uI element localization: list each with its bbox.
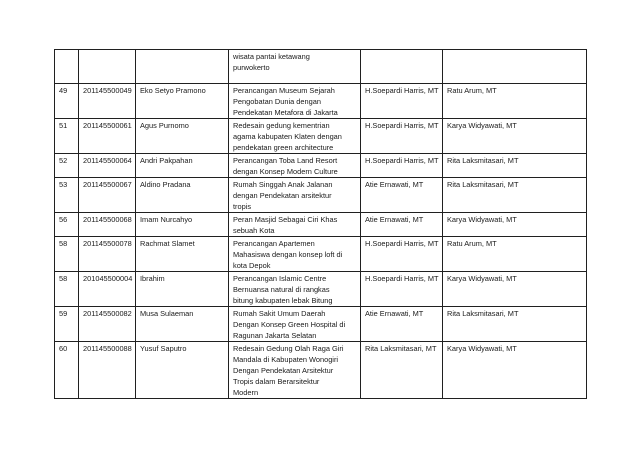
thesis-title-cell: Perancangan Museum Sejarah Pengobatan Dunia dengan Pendekatan Metafora di Jakarta: [229, 84, 361, 119]
row-number-cell: 58: [55, 237, 79, 272]
table-row: [55, 213, 587, 237]
student-id-cell: [79, 50, 136, 84]
student-name-cell: Andri Pakpahan: [136, 154, 229, 178]
student-name-cell: Eko Setyo Pramono: [136, 84, 229, 119]
table-row: [55, 50, 587, 84]
student-name-cell: Ibrahim: [136, 272, 229, 307]
thesis-title-cell: Rumah Sakit Umum Daerah Dengan Konsep Green Hospital di Ragunan Jakarta Selatan: [229, 307, 361, 342]
student-name-cell: Imam Nurcahyo: [136, 213, 229, 237]
thesis-title-cell: Perancangan Toba Land Resort dengan Konsep Modern Culture: [229, 154, 361, 178]
supervisor-2-cell: Ratu Arum, MT: [443, 84, 587, 119]
supervisor-1-cell: H.Soepardi Harris, MT: [361, 84, 443, 119]
table-row: [55, 119, 587, 154]
student-name-cell: Musa Sulaeman: [136, 307, 229, 342]
row-number-cell: 59: [55, 307, 79, 342]
table-row: [55, 178, 587, 213]
table-row: [55, 307, 587, 342]
student-id-cell: 201145500082: [79, 307, 136, 342]
supervisor-2-cell: Karya Widyawati, MT: [443, 119, 587, 154]
supervisor-2-cell: Ratu Arum, MT: [443, 237, 587, 272]
student-id-cell: 201145500067: [79, 178, 136, 213]
thesis-title-cell: wisata pantai ketawang purwokerto: [229, 50, 361, 84]
student-name-cell: Aldino Pradana: [136, 178, 229, 213]
row-number-cell: [55, 50, 79, 84]
supervisor-2-cell: Rita Laksmitasari, MT: [443, 154, 587, 178]
row-number-cell: 58: [55, 272, 79, 307]
supervisor-2-cell: Karya Widyawati, MT: [443, 342, 587, 399]
row-number-cell: 52: [55, 154, 79, 178]
student-id-cell: 201145500088: [79, 342, 136, 399]
table-row: [55, 272, 587, 307]
thesis-table: [54, 49, 587, 399]
thesis-title-cell: Perancangan Islamic Centre Bernuansa natural di rangkas bitung kabupaten lebak Bitung: [229, 272, 361, 307]
thesis-title-cell: Rumah Singgah Anak Jalanan dengan Pendekatan arsitektur tropis: [229, 178, 361, 213]
supervisor-1-cell: H.Soepardi Harris, MT: [361, 237, 443, 272]
thesis-title-cell: Redesain Gedung Olah Raga Giri Mandala di Kabupaten Wonogiri Dengan Pendekatan Arsitektur Tropis dalam Berarsitektur Modern: [229, 342, 361, 399]
student-id-cell: 201145500061: [79, 119, 136, 154]
student-name-cell: Agus Purnomo: [136, 119, 229, 154]
table-row: [55, 84, 587, 119]
supervisor-2-cell: Rita Laksmitasari, MT: [443, 307, 587, 342]
row-number-cell: 49: [55, 84, 79, 119]
thesis-title-cell: Perancangan Apartemen Mahasiswa dengan konsep loft di kota Depok: [229, 237, 361, 272]
supervisor-1-cell: Atie Ernawati, MT: [361, 213, 443, 237]
supervisor-2-cell: Karya Widyawati, MT: [443, 272, 587, 307]
student-name-cell: Rachmat Slamet: [136, 237, 229, 272]
row-number-cell: 51: [55, 119, 79, 154]
student-id-cell: 201145500078: [79, 237, 136, 272]
supervisor-2-cell: Rita Laksmitasari, MT: [443, 178, 587, 213]
supervisor-1-cell: Rita Laksmitasari, MT: [361, 342, 443, 399]
supervisor-1-cell: H.Soepardi Harris, MT: [361, 272, 443, 307]
table-row: [55, 342, 587, 399]
thesis-title-cell: Redesain gedung kementrian agama kabupaten Klaten dengan pendekatan green architecture: [229, 119, 361, 154]
student-name-cell: Yusuf Saputro: [136, 342, 229, 399]
student-name-cell: [136, 50, 229, 84]
supervisor-2-cell: Karya Widyawati, MT: [443, 213, 587, 237]
supervisor-1-cell: H.Soepardi Harris, MT: [361, 154, 443, 178]
student-id-cell: 201145500064: [79, 154, 136, 178]
row-number-cell: 53: [55, 178, 79, 213]
table-row: [55, 154, 587, 178]
student-id-cell: 201145500049: [79, 84, 136, 119]
supervisor-1-cell: Atie Ernawati, MT: [361, 178, 443, 213]
thesis-title-cell: Peran Masjid Sebagai Ciri Khas sebuah Kota: [229, 213, 361, 237]
row-number-cell: 56: [55, 213, 79, 237]
student-id-cell: 201145500068: [79, 213, 136, 237]
supervisor-1-cell: [361, 50, 443, 84]
supervisor-1-cell: H.Soepardi Harris, MT: [361, 119, 443, 154]
table-row: [55, 237, 587, 272]
row-number-cell: 60: [55, 342, 79, 399]
student-id-cell: 201045500004: [79, 272, 136, 307]
supervisor-1-cell: Atie Ernawati, MT: [361, 307, 443, 342]
supervisor-2-cell: [443, 50, 587, 84]
